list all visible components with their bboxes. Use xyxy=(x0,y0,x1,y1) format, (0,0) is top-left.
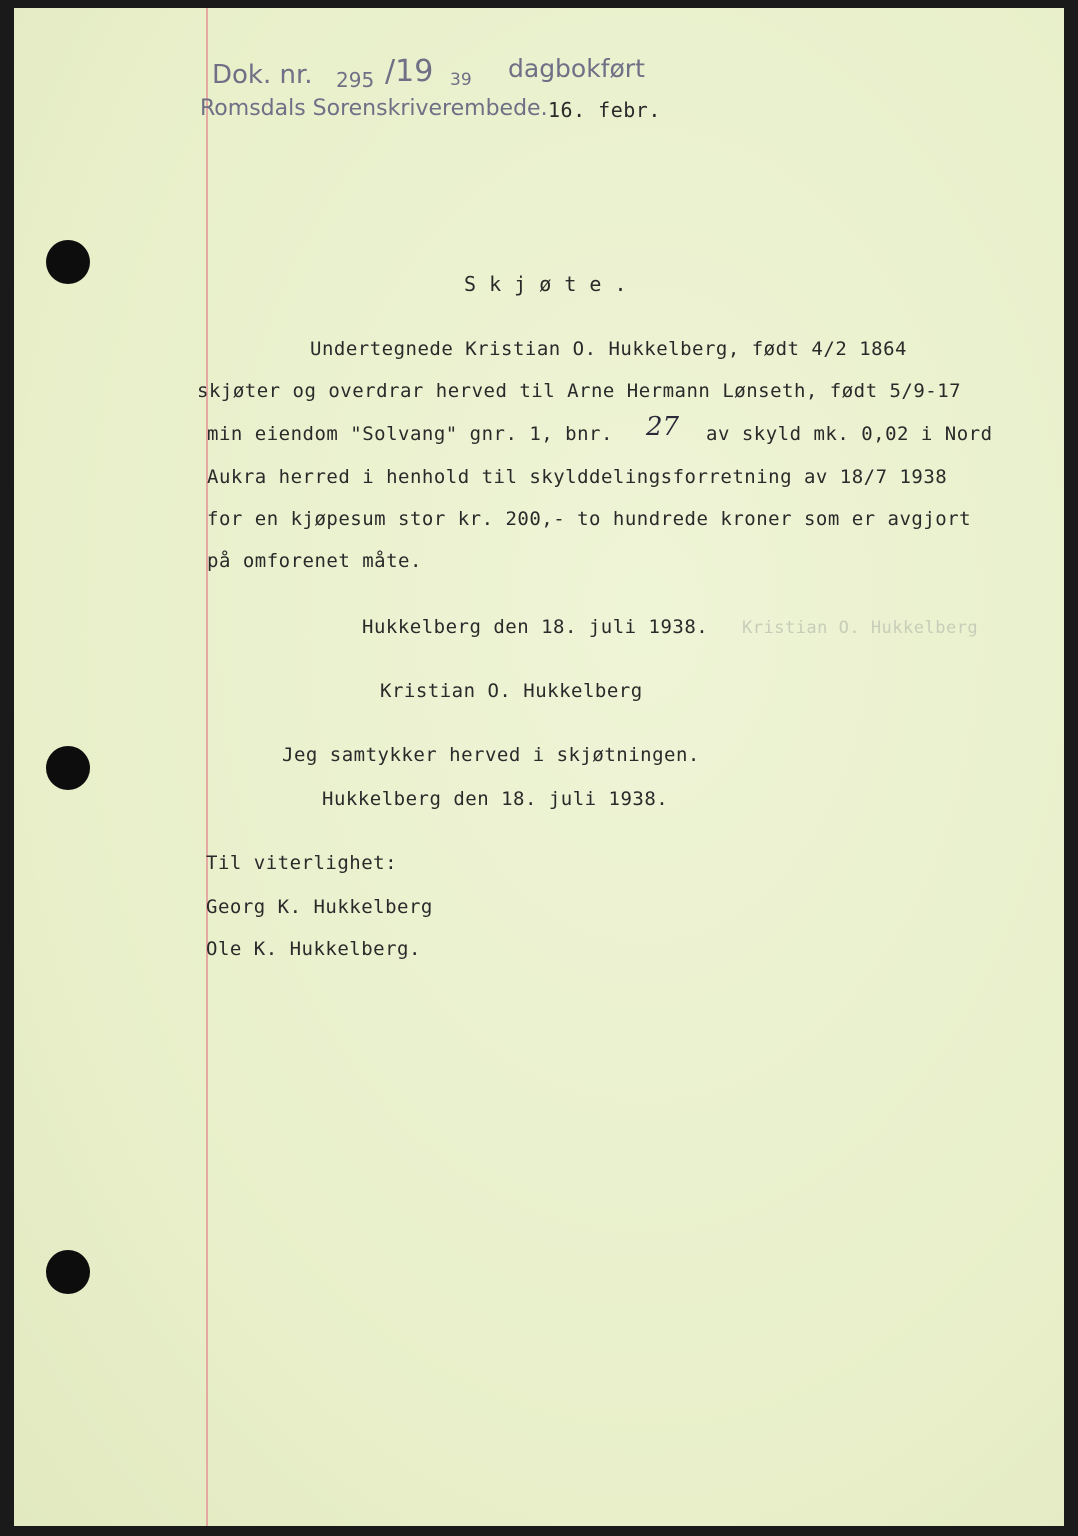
consent-statement: Jeg samtykker herved i skjøtningen. xyxy=(282,744,700,766)
body-line-3-start: min eiendom "Solvang" gnr. 1, bnr. xyxy=(207,423,613,445)
consent-place-date: Hukkelberg den 18. juli 1938. xyxy=(322,788,669,810)
faint-signature: Kristian O. Hukkelberg xyxy=(742,618,979,638)
punch-hole-middle xyxy=(46,746,90,790)
handwritten-bnr: 27 xyxy=(646,412,680,442)
body-line-6: på omforenet måte. xyxy=(207,550,422,572)
body-line-5: for en kjøpesum stor kr. 200,- to hundrede kroner som er avgjort xyxy=(207,508,972,530)
body-line-1: Undertegnede Kristian O. Hukkelberg, født 4/2 1864 xyxy=(310,338,907,360)
document-title: S k j ø t e . xyxy=(464,272,628,296)
dagbokfort-stamp: dagbokført xyxy=(508,54,645,83)
office-stamp: Romsdals Sorenskriverembede. xyxy=(200,96,548,121)
witnesses-label: Til viterlighet: xyxy=(206,852,398,874)
margin-line xyxy=(206,8,208,1526)
body-line-2: skjøter og overdrar herved til Arne Hermann Lønseth, født 5/9-17 xyxy=(197,380,962,402)
signatory-name: Kristian O. Hukkelberg xyxy=(380,680,643,702)
body-line-3-end: av skyld mk. 0,02 i Nord xyxy=(706,423,993,445)
witness-name: Ole K. Hukkelberg. xyxy=(206,938,421,960)
witness-name: Georg K. Hukkelberg xyxy=(206,896,433,918)
doc-number: 295 xyxy=(336,68,375,92)
document-page xyxy=(14,8,1064,1526)
dok-label: Dok. nr. xyxy=(212,60,313,90)
body-line-4: Aukra herred i henhold til skylddelingsforretning av 18/7 1938 xyxy=(207,466,948,488)
place-date: Hukkelberg den 18. juli 1938. xyxy=(362,616,709,638)
year-prefix: /19 xyxy=(385,54,434,89)
stamp-date: 16. febr. xyxy=(548,98,661,122)
punch-hole-top xyxy=(46,240,90,284)
year-suffix: 39 xyxy=(450,70,472,90)
punch-hole-bottom xyxy=(46,1250,90,1294)
